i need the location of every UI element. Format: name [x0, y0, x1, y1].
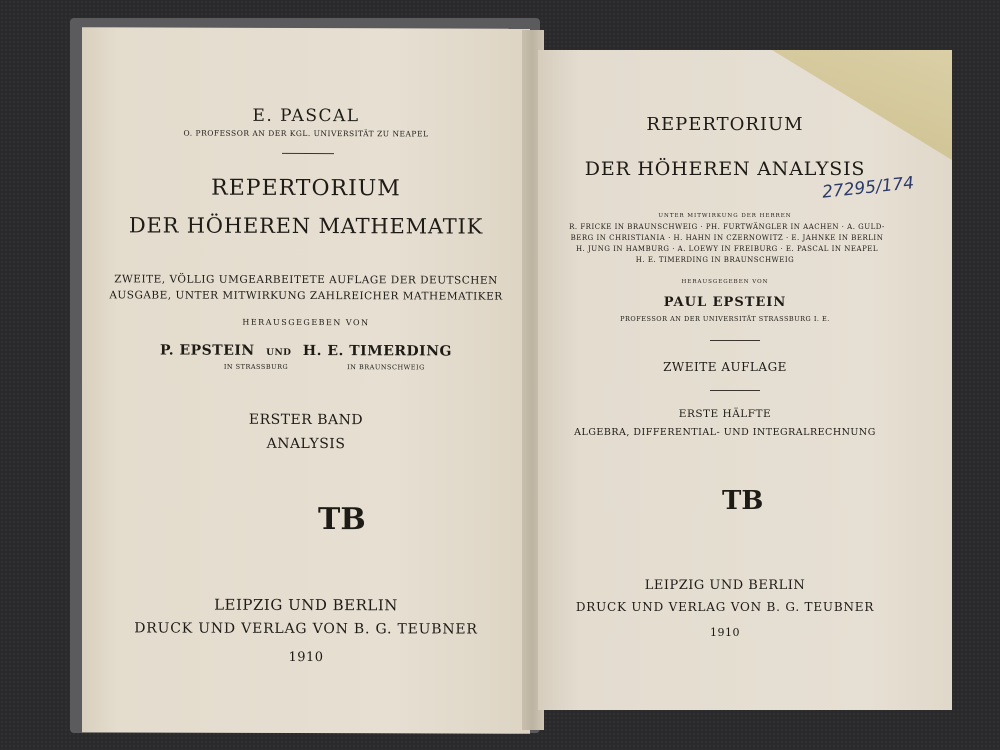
left-editor1: P. EPSTEIN	[160, 342, 255, 359]
right-divider-1	[710, 340, 760, 341]
right-title-page	[538, 50, 952, 710]
right-publisher-line2: DRUCK UND VERLAG VON B. G. TEUBNER	[575, 600, 875, 614]
teubner-logo: TB	[318, 502, 366, 538]
right-editor-note: PROFESSOR AN DER UNIVERSITÄT STRASSBURG I. E.	[620, 315, 830, 323]
left-author: E. PASCAL	[252, 105, 360, 127]
left-editor1-place: IN STRASSBURG	[223, 362, 289, 371]
left-volume: ERSTER BAND	[248, 411, 364, 429]
teubner-logo: TB	[722, 486, 764, 516]
right-contrib-line2: BERG IN CHRISTIANIA · H. HAHN IN CZERNOWITZ · E. JAHNKE IN BERLIN	[570, 234, 884, 242]
left-editor2-place: IN BRAUNSCHWEIG	[347, 363, 425, 372]
right-contrib-line4: H. E. TIMERDING IN BRAUNSCHWEIG	[635, 256, 795, 264]
right-title-line2: DER HÖHEREN ANALYSIS	[584, 158, 866, 180]
left-publisher-line2: DRUCK UND VERLAG VON B. G. TEUBNER	[134, 620, 478, 638]
right-contrib-line3: H. JUNG IN HAMBURG · A. LOEWY IN FREIBURG · E. PASCAL IN NEAPEL	[575, 245, 879, 253]
right-year: 1910	[710, 626, 740, 639]
left-subject: ANALYSIS	[266, 435, 346, 453]
left-und: UND	[266, 347, 292, 358]
left-editor2: H. E. TIMERDING	[302, 342, 452, 360]
right-publisher-line1: LEIPZIG UND BERLIN	[644, 578, 806, 593]
left-publisher-line1: LEIPZIG UND BERLIN	[214, 595, 398, 615]
left-title-line1: REPERTORIUM	[211, 175, 401, 202]
folded-corner	[772, 50, 952, 160]
right-contrib-intro: UNTER MITWIRKUNG DER HERREN	[658, 213, 792, 219]
right-editor: PAUL EPSTEIN	[663, 295, 787, 310]
left-edition-line1: ZWEITE, VÖLLIG UMGEARBEITETE AUFLAGE DER DEUTSCHEN	[114, 273, 498, 287]
left-edition-line2: AUSGABE, UNTER MITWIRKUNG ZAHLREICHER MATHEMATIKER	[109, 289, 503, 303]
right-part: ERSTE HÄLFTE	[678, 408, 772, 420]
left-divider-top	[282, 153, 334, 154]
right-contrib-line1: R. FRICKE IN BRAUNSCHWEIG · PH. FURTWÄNGLER IN AACHEN · A. GULD-	[569, 223, 885, 231]
left-title-page	[82, 27, 530, 734]
left-editor-intro: HERAUSGEGEBEN VON	[242, 317, 370, 328]
right-editor-intro: HERAUSGEGEBEN VON	[681, 279, 769, 285]
right-part-subject: ALGEBRA, DIFFERENTIAL- UND INTEGRALRECHNUNG	[574, 427, 876, 438]
right-divider-2	[710, 390, 760, 391]
right-edition: ZWEITE AUFLAGE	[663, 360, 787, 374]
right-title-line1: REPERTORIUM	[646, 114, 804, 135]
handwritten-shelfmark: 27295/174	[821, 173, 916, 203]
left-author-note: O. PROFESSOR AN DER KGL. UNIVERSITÄT ZU NEAPEL	[183, 128, 429, 139]
left-year: 1910	[288, 649, 324, 666]
left-title-line2: DER HÖHEREN MATHEMATIK	[128, 213, 484, 239]
left-editors	[82, 342, 530, 360]
